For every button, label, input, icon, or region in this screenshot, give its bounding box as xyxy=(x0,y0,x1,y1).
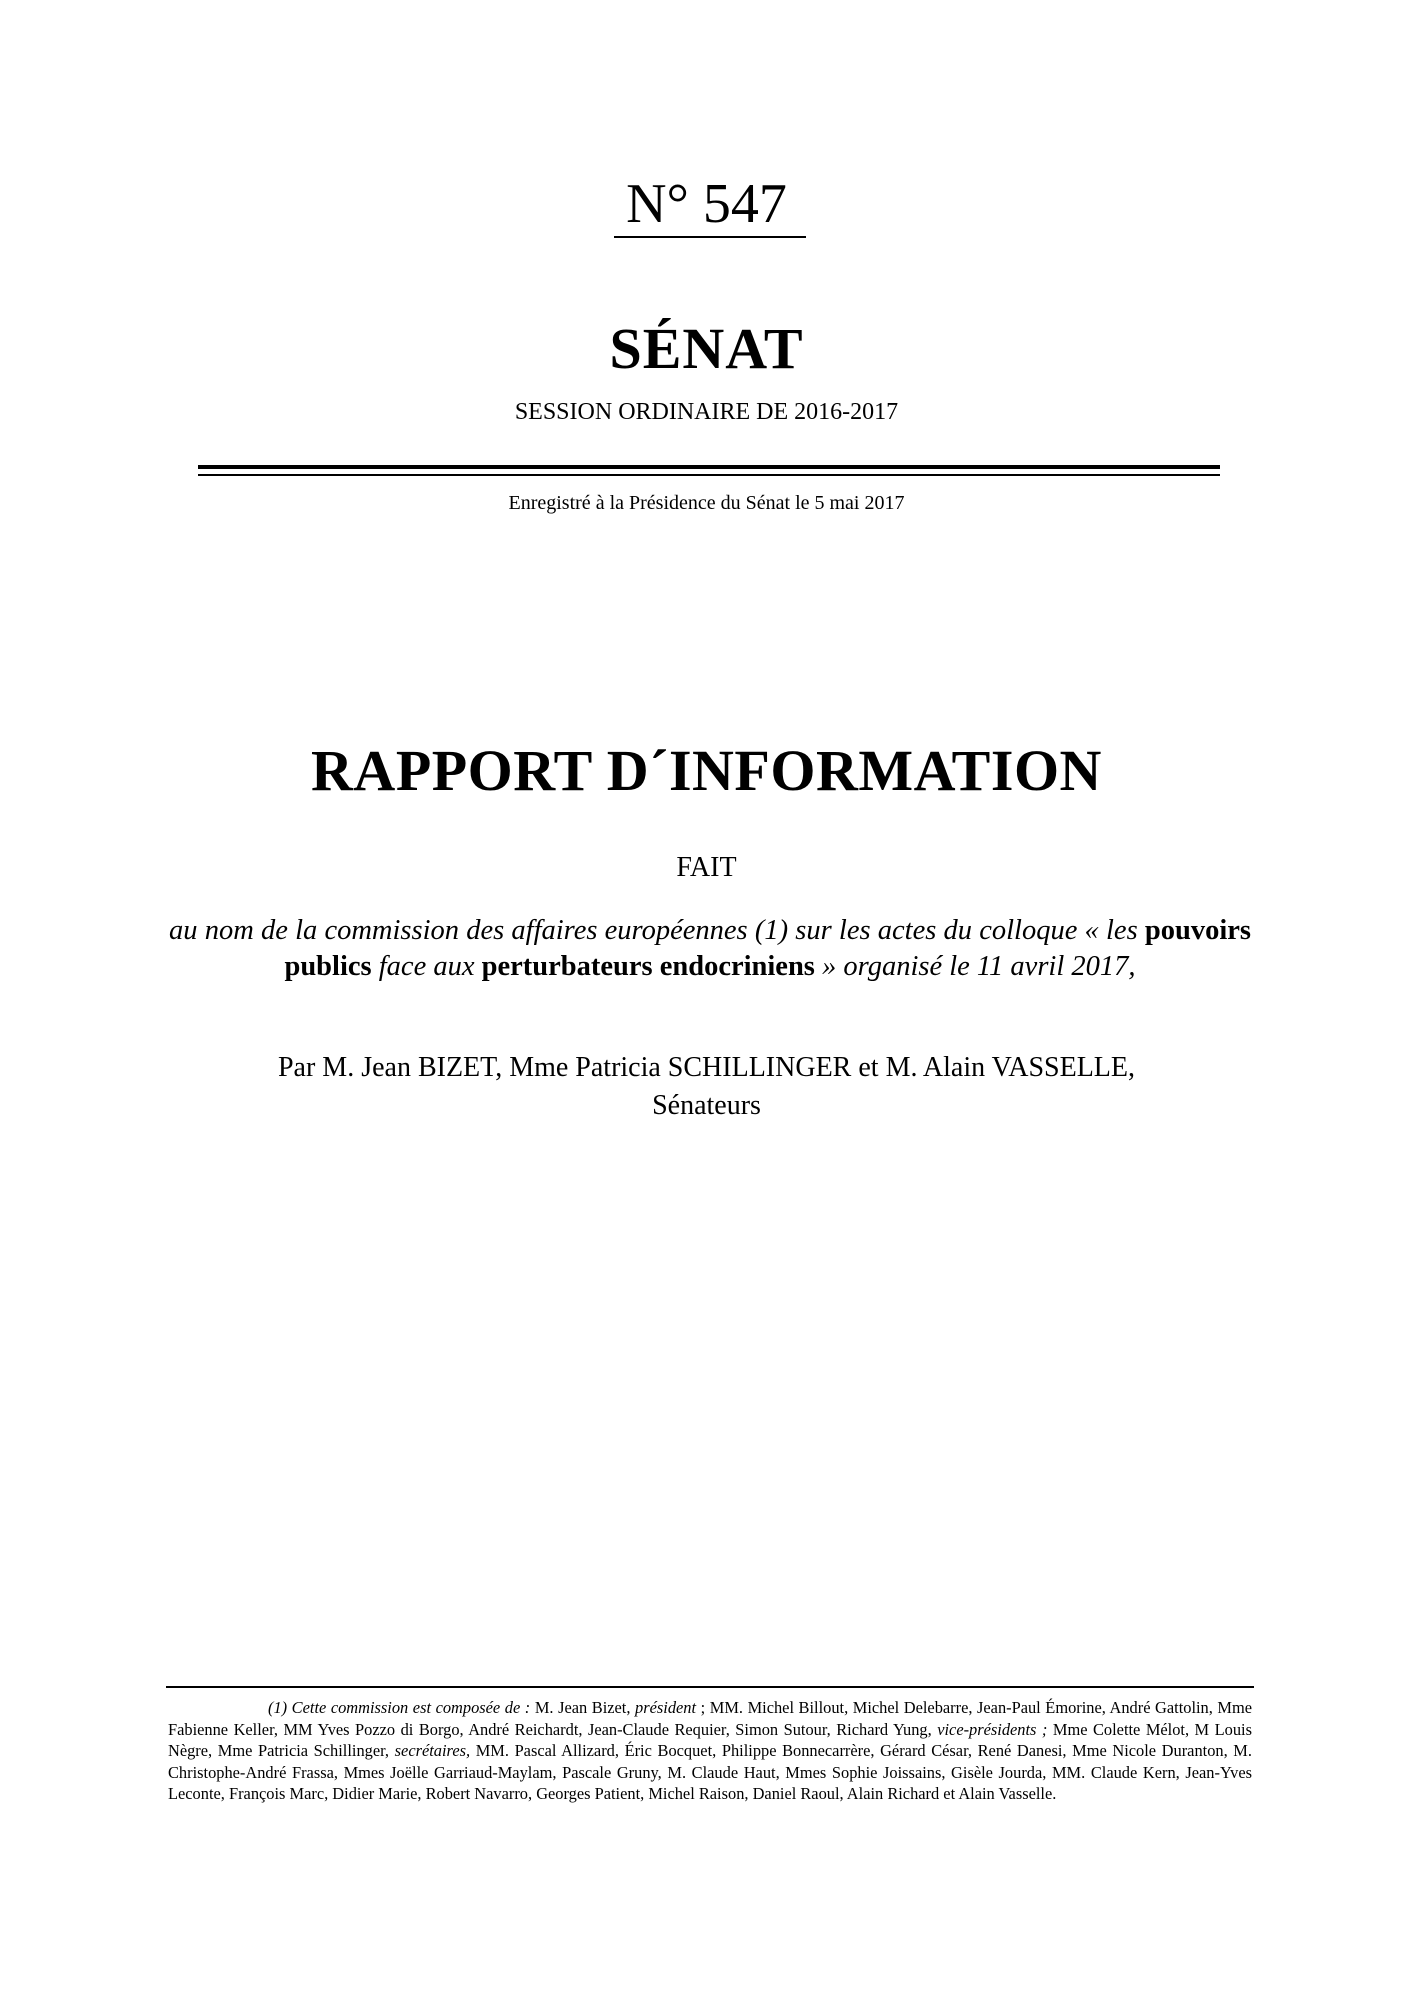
senators-label: Sénateurs xyxy=(652,1090,761,1121)
session-label: SESSION ORDINAIRE DE 2016-2017 xyxy=(514,399,899,425)
number-underline xyxy=(614,236,806,238)
footnote-secretary-names: Mme Colette Mélot, M Louis Nègre, Mme Patricia Schillinger, xyxy=(168,1719,1252,1761)
footnote-president-role: président xyxy=(635,1698,697,1717)
header-rule-thin xyxy=(198,474,1220,476)
document-number: N° 547 xyxy=(626,173,787,235)
institution-name: SÉNAT xyxy=(609,316,804,381)
subject-bold-2: perturbateurs endocriniens xyxy=(481,951,815,982)
registration-date: Enregistré à la Présidence du Sénat le 5 mai 2017 xyxy=(508,492,905,514)
subject-part-3: » organisé le 11 avril 2017, xyxy=(822,951,1136,982)
footnote-members: MM. Pascal Allizard, Éric Bocquet, Philippe Bonnecarrère, Gérard César, René Danesi, Mme Nicole Duranton, M. Christophe-André Frassa, Mmes Joëlle Garriaud-Maylam, Pascale Gruny, M. Claude Haut, Mmes Sophie Joissains, Gisèle Jourda, MM. Claude Kern, Jean-Yves Leconte, François Marc, Didier Marie, Robert Navarro, Georges Patient, Michel Raison, Daniel Raoul, Alain Richard et Alain Vasselle. xyxy=(168,1741,1252,1804)
footnote-intro: (1) Cette commission est composée de : xyxy=(268,1698,531,1717)
footnote-secretary-role: secrétaires, xyxy=(394,1741,471,1761)
report-title: RAPPORT D´INFORMATION xyxy=(311,738,1102,803)
footnote-rule xyxy=(166,1686,1254,1688)
report-subject xyxy=(169,913,1251,985)
subject-part-2: face aux xyxy=(378,951,475,982)
footnote-vice-role: vice-présidents ; xyxy=(937,1719,1048,1739)
report-authors: Par M. Jean BIZET, Mme Patricia SCHILLINGER et M. Alain VASSELLE, xyxy=(277,1052,1136,1083)
commission-footnote xyxy=(168,1697,1252,1805)
footnote-president-name: M. Jean Bizet, xyxy=(534,1698,631,1717)
subject-bold-1: pouvoirs publics xyxy=(284,915,1251,982)
footnote-vice-names: ; MM. Michel Billout, Michel Delebarre, Jean-Paul Émorine, André Gattolin, Mme Fabienne Keller, MM Yves Pozzo di Borgo, André Reichardt, Jean-Claude Requier, Simon Sutour, Richard Yung, xyxy=(168,1698,1253,1739)
subject-part-1: au nom de la commission des affaires européennes (1) sur les actes du colloque « les xyxy=(169,915,1138,946)
header-rule-thick xyxy=(198,465,1220,469)
fait-label: FAIT xyxy=(676,852,737,883)
